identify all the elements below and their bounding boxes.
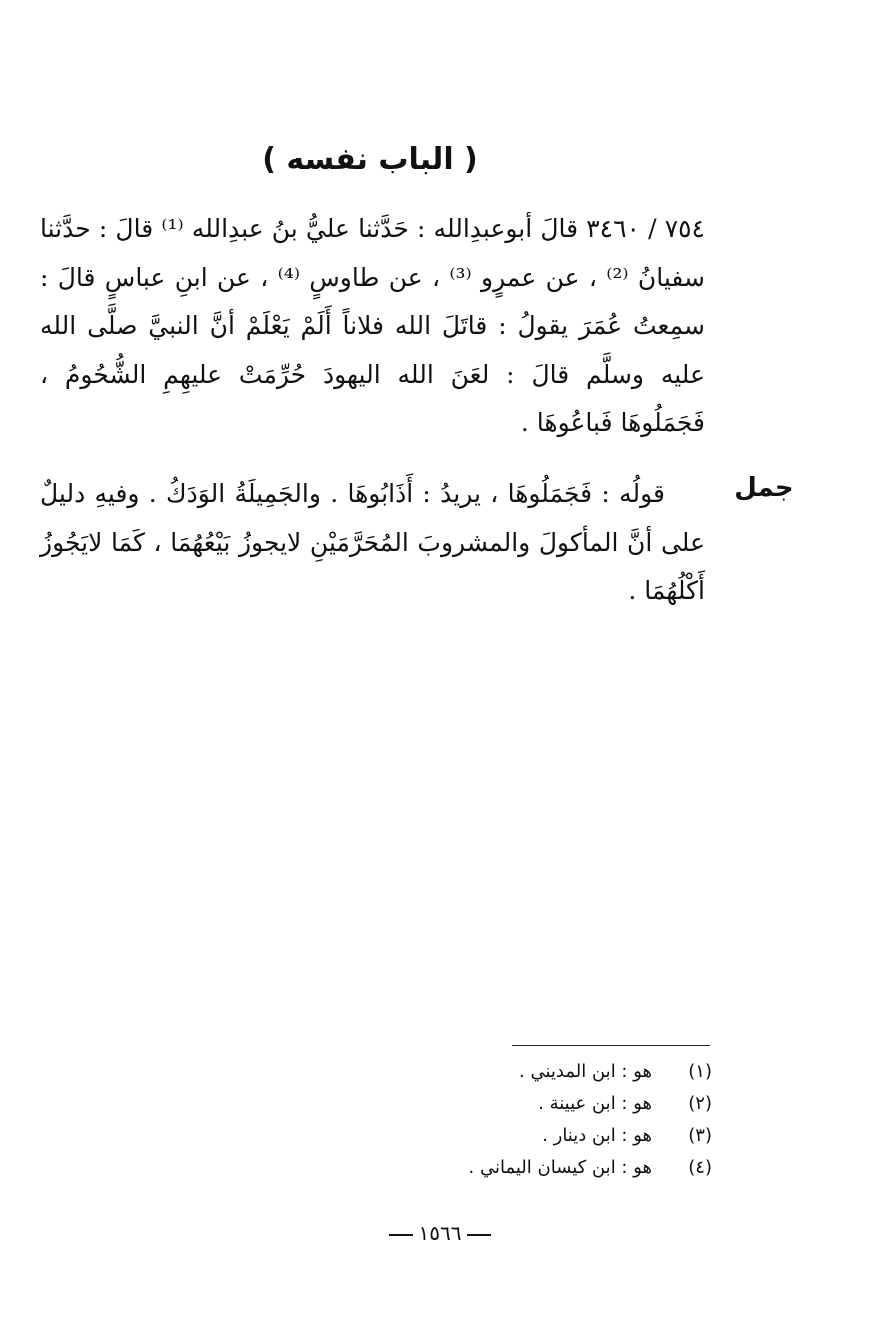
- footnote-item: [380, 1152, 712, 1184]
- dash-left: [389, 1234, 413, 1236]
- footnote-number: (١): [688, 1061, 712, 1082]
- footnote-divider: [512, 1045, 710, 1046]
- footnote-item: [380, 1088, 712, 1120]
- footnote-text: هو : ابن عيينة .: [538, 1093, 652, 1114]
- footnote-item: [380, 1120, 712, 1152]
- footnote-number: (٢): [688, 1093, 712, 1114]
- footnote-item: [380, 1056, 712, 1088]
- page-number-block: [0, 1216, 880, 1250]
- dash-right: [467, 1234, 491, 1236]
- footnote-text: هو : ابن المديني .: [519, 1061, 652, 1082]
- margin-keyword: جمل: [734, 473, 794, 503]
- hadith-text: ٧٥٤ / ٣٤٦٠ قالَ أبوعبدِالله : حَدَّثنا عليُّ بنُ عبدِالله ⁽¹⁾ قالَ : حدَّثنا سفيانُ ⁽²⁾ ، عن عمرٍو ⁽³⁾ ، عن طاوسٍ ⁽⁴⁾ ، عن ابنِ عباسٍ قالَ : سمِعتُ عُمَرَ يقولُ : قاتَلَ الله فلاناً أَلَمْ يَعْلَمْ أنَّ النبيَّ صلَّى الله عليه وسلَّم قالَ : لعَنَ الله اليهودَ حُرِّمَتْ عليهِمِ الشُّحُومُ ، فَجَمَلُوهَا فَباعُوهَا .: [40, 214, 705, 437]
- commentary-text: قولُه : فَجَمَلُوهَا ، يريدُ : أَذَابُوهَا . والجَمِيلَةُ الوَدَكُ . وفيهِ دليلٌ على أنَّ المأكولَ والمشروبَ المُحَرَّمَيْنِ لايجوزُ بَيْعُهُمَا ، كَمَا لايَجُوزُ أَكْلُهُمَا .: [40, 479, 705, 605]
- chapter-title: ( الباب نفسه ): [262, 142, 478, 177]
- commentary-paragraph: [40, 470, 705, 616]
- footnotes: [380, 1056, 712, 1184]
- page-number: ١٥٦٦: [418, 1221, 462, 1245]
- footnote-text: هو : ابن كيسان اليماني .: [468, 1157, 652, 1178]
- footnote-number: (٤): [688, 1157, 712, 1178]
- footnote-text: هو : ابن دينار .: [542, 1125, 652, 1146]
- footnote-number: (٣): [688, 1125, 712, 1146]
